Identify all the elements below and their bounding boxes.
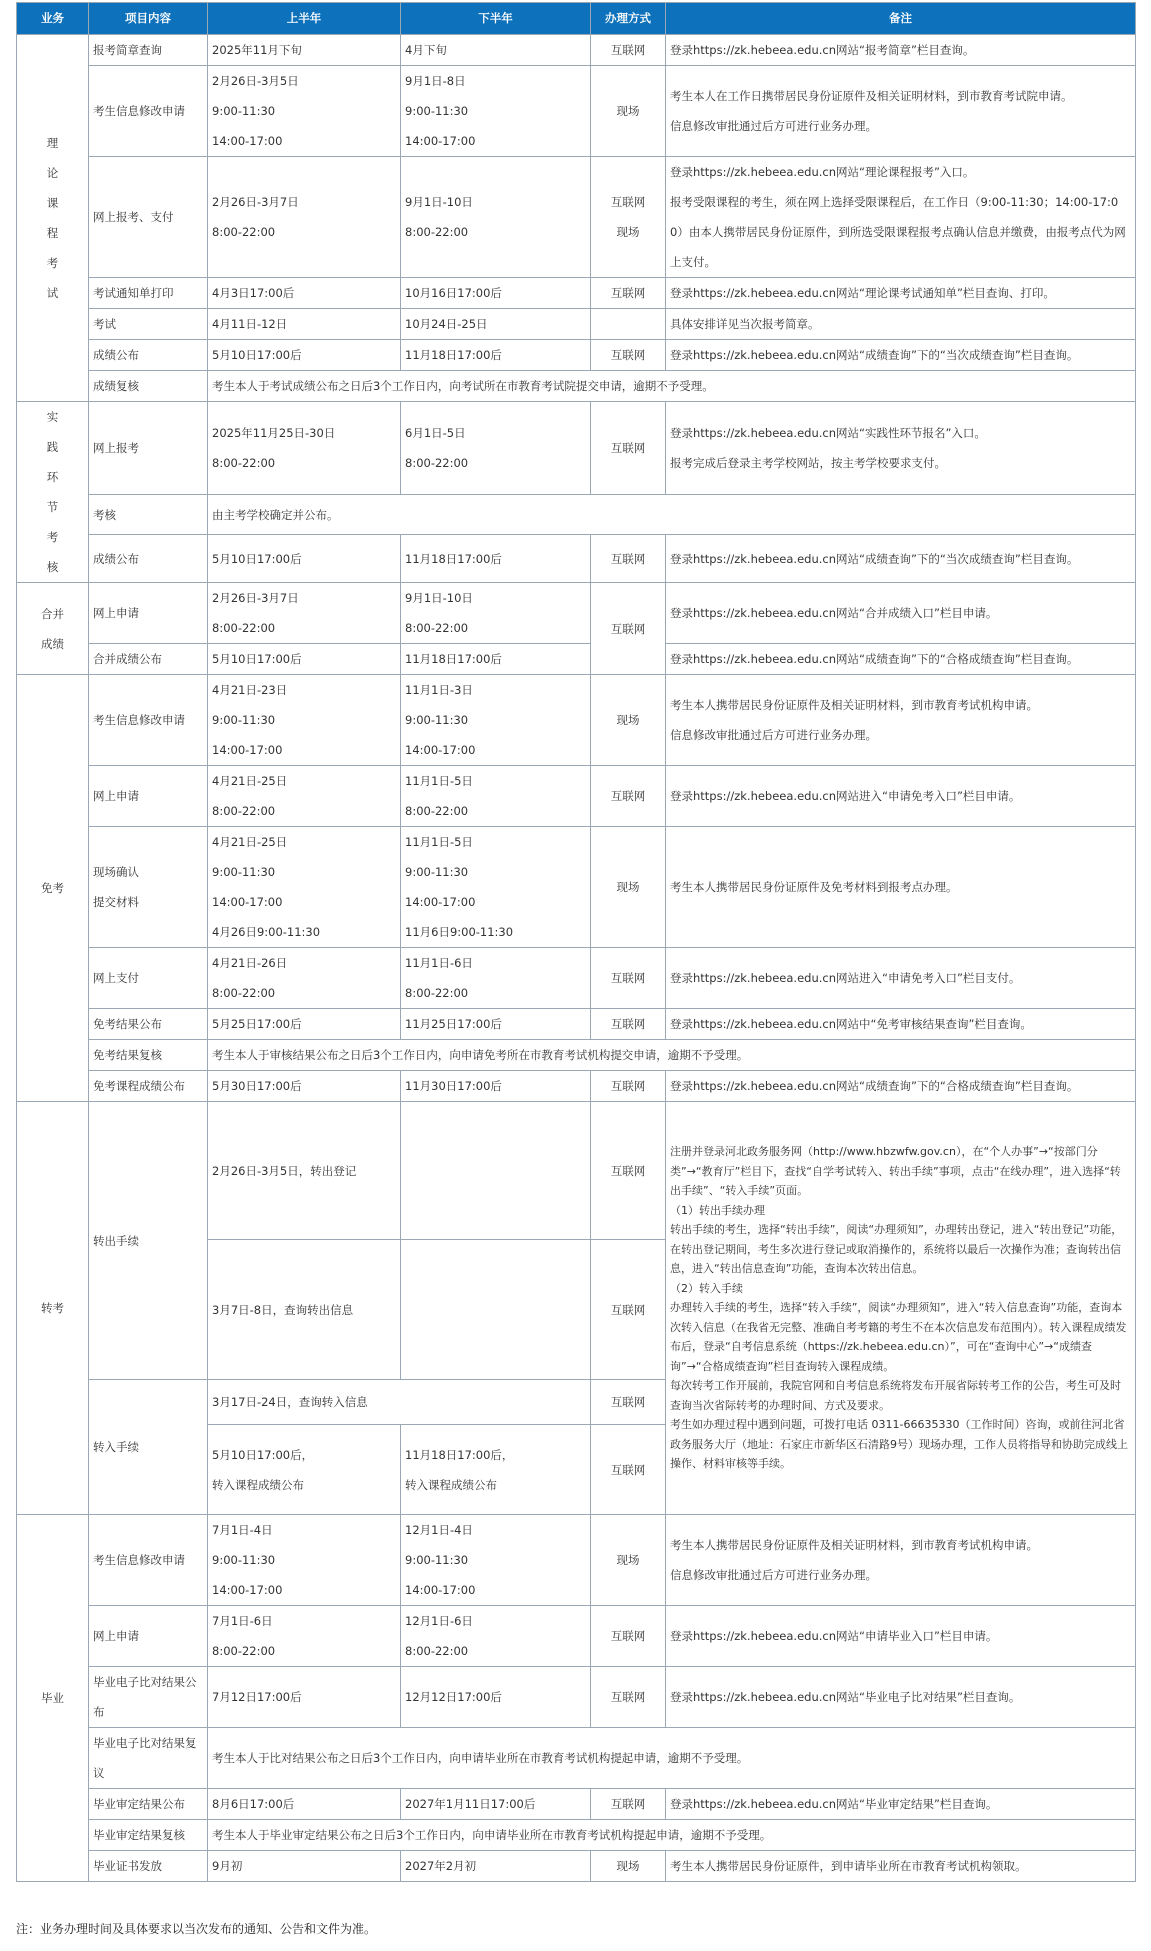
second-half-cell: 11月18日17:00后 (401, 644, 591, 675)
second-half-cell (401, 1240, 591, 1380)
table-row (17, 535, 1136, 583)
second-half-cell: 6月1日-5日 8:00-22:00 (401, 402, 591, 495)
second-half-cell: 11月1日-3日 9:00-11:30 14:00-17:00 (401, 675, 591, 766)
method-cell: 互联网 (591, 583, 666, 675)
remarks-cell: 考生本人携带居民身份证原件及免考材料到报考点办理。 (666, 827, 1136, 948)
merged-date-cell: 3月17日-24日，查询转入信息 (208, 1380, 591, 1425)
item-cell: 报考简章查询 (89, 35, 208, 66)
second-half-cell: 2027年1月11日17:00后 (401, 1789, 591, 1820)
first-half-cell: 4月3日17:00后 (208, 278, 401, 309)
second-half-cell: 11月1日-5日 9:00-11:30 14:00-17:00 11月6日9:00-11:30 (401, 827, 591, 948)
remarks-cell: 登录https://zk.hebeea.edu.cn网站“实践性环节报名”入口。 报考完成后登录主考学校网站，按主考学校要求支付。 (666, 402, 1136, 495)
item-cell: 转出手续 (89, 1102, 208, 1380)
item-cell: 现场确认 提交材料 (89, 827, 208, 948)
item-cell: 毕业电子比对结果复议 (89, 1728, 208, 1789)
first-half-cell: 5月30日17:00后 (208, 1071, 401, 1102)
schedule-table (16, 2, 1136, 1882)
category-theory: 理论课程考试 (17, 35, 89, 402)
method-cell: 互联网 (591, 1240, 666, 1380)
header-second-half: 下半年 (401, 3, 591, 35)
method-cell (591, 309, 666, 340)
second-half-cell: 12月12日17:00后 (401, 1667, 591, 1728)
item-cell: 网上支付 (89, 948, 208, 1009)
second-half-cell: 12月1日-4日 9:00-11:30 14:00-17:00 (401, 1515, 591, 1606)
method-cell: 互联网 (591, 1789, 666, 1820)
second-half-cell: 11月1日-6日 8:00-22:00 (401, 948, 591, 1009)
item-cell: 成绩复核 (89, 371, 208, 402)
item-cell: 考生信息修改申请 (89, 1515, 208, 1606)
method-cell: 现场 (591, 827, 666, 948)
remarks-cell: 登录https://zk.hebeea.edu.cn网站“毕业电子比对结果”栏目查询。 (666, 1667, 1136, 1728)
item-cell: 网上申请 (89, 766, 208, 827)
first-half-cell: 7月1日-6日 8:00-22:00 (208, 1606, 401, 1667)
method-cell: 现场 (591, 1851, 666, 1882)
second-half-cell (401, 1102, 591, 1240)
item-cell: 毕业证书发放 (89, 1851, 208, 1882)
table-row (17, 340, 1136, 371)
table-row (17, 1515, 1136, 1606)
table-row (17, 1102, 1136, 1240)
merged-note-cell: 考生本人于比对结果公布之日后3个工作日内，向申请毕业所在市教育考试机构提起申请，逾期不予受理。 (208, 1728, 1136, 1789)
table-row (17, 278, 1136, 309)
remarks-cell: 登录https://zk.hebeea.edu.cn网站“报考简章”栏目查询。 (666, 35, 1136, 66)
first-half-cell: 9月初 (208, 1851, 401, 1882)
second-half-cell: 4月下旬 (401, 35, 591, 66)
table-row (17, 827, 1136, 948)
table-header-row (17, 3, 1136, 35)
footnote: 注：业务办理时间及具体要求以当次发布的通知、公告和文件为准。 (16, 1922, 377, 1936)
item-cell: 考试 (89, 309, 208, 340)
table-row (17, 766, 1136, 827)
remarks-cell: 考生本人在工作日携带居民身份证原件及相关证明材料，到市教育考试院申请。 信息修改审批通过后方可进行业务办理。 (666, 66, 1136, 157)
table-row (17, 309, 1136, 340)
header-first-half: 上半年 (208, 3, 401, 35)
remarks-cell: 登录https://zk.hebeea.edu.cn网站“成绩查询”下的“当次成绩查询”栏目查询。 (666, 340, 1136, 371)
method-cell: 互联网 (591, 1102, 666, 1240)
table-row (17, 1820, 1136, 1851)
first-half-cell: 4月11日-12日 (208, 309, 401, 340)
method-cell: 互联网 (591, 1606, 666, 1667)
method-cell: 互联网 (591, 1425, 666, 1515)
item-cell: 考生信息修改申请 (89, 675, 208, 766)
category-practice: 实践环节考核 (17, 402, 89, 583)
first-half-cell: 4月21日-25日 9:00-11:30 14:00-17:00 4月26日9:00-11:30 (208, 827, 401, 948)
second-half-cell: 11月1日-5日 8:00-22:00 (401, 766, 591, 827)
method-cell: 现场 (591, 66, 666, 157)
second-half-cell: 11月30日17:00后 (401, 1071, 591, 1102)
table-row (17, 1009, 1136, 1040)
item-cell: 网上报考 (89, 402, 208, 495)
second-half-cell: 9月1日-10日 8:00-22:00 (401, 583, 591, 644)
method-cell: 互联网 现场 (591, 157, 666, 278)
item-cell: 毕业审定结果复核 (89, 1820, 208, 1851)
table-row (17, 495, 1136, 535)
method-cell: 现场 (591, 675, 666, 766)
table-row (17, 157, 1136, 278)
second-half-cell: 2027年2月初 (401, 1851, 591, 1882)
table-row (17, 1851, 1136, 1882)
table-row (17, 1071, 1136, 1102)
item-cell: 转入手续 (89, 1380, 208, 1515)
remarks-cell: 登录https://zk.hebeea.edu.cn网站“申请毕业入口”栏目申请。 (666, 1606, 1136, 1667)
remarks-cell: 考生本人携带居民身份证原件，到申请毕业所在市教育考试机构领取。 (666, 1851, 1136, 1882)
method-cell: 互联网 (591, 948, 666, 1009)
remarks-cell: 登录https://zk.hebeea.edu.cn网站“合并成绩入口”栏目申请。 (666, 583, 1136, 644)
first-half-cell: 4月21日-26日 8:00-22:00 (208, 948, 401, 1009)
remarks-cell: 登录https://zk.hebeea.edu.cn网站进入“申请免考入口”栏目支付。 (666, 948, 1136, 1009)
merged-note-cell: 考生本人于毕业审定结果公布之日后3个工作日内，向申请毕业所在市教育考试机构提起申请，逾期不予受理。 (208, 1820, 1136, 1851)
method-cell: 互联网 (591, 35, 666, 66)
table-row (17, 402, 1136, 495)
table-row (17, 371, 1136, 402)
header-method: 办理方式 (591, 3, 666, 35)
first-half-cell: 8月6日17:00后 (208, 1789, 401, 1820)
method-cell: 互联网 (591, 1071, 666, 1102)
table-row (17, 644, 1136, 675)
remarks-cell: 登录https://zk.hebeea.edu.cn网站“成绩查询”下的“当次成绩查询”栏目查询。 (666, 535, 1136, 583)
header-remarks: 备注 (666, 3, 1136, 35)
first-half-cell: 2月26日-3月7日 8:00-22:00 (208, 157, 401, 278)
method-cell: 互联网 (591, 535, 666, 583)
first-half-cell: 5月10日17:00后 (208, 644, 401, 675)
item-cell: 免考结果复核 (89, 1040, 208, 1071)
item-cell: 免考结果公布 (89, 1009, 208, 1040)
table-row (17, 1606, 1136, 1667)
first-half-cell: 5月10日17:00后， 转入课程成绩公布 (208, 1425, 401, 1515)
second-half-cell: 10月16日17:00后 (401, 278, 591, 309)
table-row (17, 35, 1136, 66)
first-half-cell: 7月1日-4日 9:00-11:30 14:00-17:00 (208, 1515, 401, 1606)
item-cell: 网上申请 (89, 1606, 208, 1667)
table-row (17, 1789, 1136, 1820)
item-cell: 成绩公布 (89, 535, 208, 583)
first-half-cell: 2月26日-3月7日 8:00-22:00 (208, 583, 401, 644)
remarks-cell: 登录https://zk.hebeea.edu.cn网站进入“申请免考入口”栏目申请。 (666, 766, 1136, 827)
second-half-cell: 10月24日-25日 (401, 309, 591, 340)
first-half-cell: 4月21日-23日 9:00-11:30 14:00-17:00 (208, 675, 401, 766)
remarks-cell: 登录https://zk.hebeea.edu.cn网站“毕业审定结果”栏目查询。 (666, 1789, 1136, 1820)
item-cell: 网上报考、支付 (89, 157, 208, 278)
first-half-cell: 5月10日17:00后 (208, 340, 401, 371)
method-cell: 互联网 (591, 1667, 666, 1728)
second-half-cell: 11月18日17:00后 (401, 340, 591, 371)
remarks-cell: 登录https://zk.hebeea.edu.cn网站中“免考审核结果查询”栏目查询。 (666, 1009, 1136, 1040)
first-half-cell: 2025年11月下旬 (208, 35, 401, 66)
remarks-cell: 考生本人携带居民身份证原件及相关证明材料，到市教育考试机构申请。 信息修改审批通过后方可进行业务办理。 (666, 1515, 1136, 1606)
remarks-cell: 登录https://zk.hebeea.edu.cn网站“成绩查询”下的“合格成绩查询”栏目查询。 (666, 644, 1136, 675)
first-half-cell: 2月26日-3月5日 9:00-11:30 14:00-17:00 (208, 66, 401, 157)
item-cell: 考核 (89, 495, 208, 535)
merged-note-cell: 由主考学校确定并公布。 (208, 495, 1136, 535)
table-row (17, 1728, 1136, 1789)
method-cell: 现场 (591, 1515, 666, 1606)
item-cell: 合并成绩公布 (89, 644, 208, 675)
table-row (17, 948, 1136, 1009)
method-cell: 互联网 (591, 278, 666, 309)
first-half-cell: 5月25日17:00后 (208, 1009, 401, 1040)
first-half-cell: 7月12日17:00后 (208, 1667, 401, 1728)
item-cell: 考试通知单打印 (89, 278, 208, 309)
category-graduation: 毕业 (17, 1515, 89, 1882)
remarks-cell: 登录https://zk.hebeea.edu.cn网站“成绩查询”下的“合格成绩查询”栏目查询。 (666, 1071, 1136, 1102)
table-row (17, 675, 1136, 766)
method-cell: 互联网 (591, 1380, 666, 1425)
header-category: 业务 (17, 3, 89, 35)
method-cell: 互联网 (591, 340, 666, 371)
header-item: 项目内容 (89, 3, 208, 35)
second-half-cell: 11月25日17:00后 (401, 1009, 591, 1040)
first-half-cell: 2月26日-3月5日，转出登记 (208, 1102, 401, 1240)
remarks-cell: 登录https://zk.hebeea.edu.cn网站“理论课程报考”入口。 报考受限课程的考生，须在网上选择受限课程后，在工作日（9:00-11:30；14:00-17:00）由本人携带居民身份证原件，到所选受限课程报考点确认信息并缴费，由报考点代为网上支付。 (666, 157, 1136, 278)
item-cell: 考生信息修改申请 (89, 66, 208, 157)
remarks-cell: 考生本人携带居民身份证原件及相关证明材料，到市教育考试机构申请。 信息修改审批通过后方可进行业务办理。 (666, 675, 1136, 766)
first-half-cell: 3月7日-8日，查询转出信息 (208, 1240, 401, 1380)
table-row (17, 66, 1136, 157)
item-cell: 网上申请 (89, 583, 208, 644)
item-cell: 毕业电子比对结果公布 (89, 1667, 208, 1728)
category-merge: 合并 成绩 (17, 583, 89, 675)
merged-note-cell: 考生本人于考试成绩公布之日后3个工作日内，向考试所在市教育考试院提交申请，逾期不予受理。 (208, 371, 1136, 402)
table-row (17, 583, 1136, 644)
category-transfer: 转考 (17, 1102, 89, 1515)
method-cell: 互联网 (591, 402, 666, 495)
second-half-cell: 9月1日-8日 9:00-11:30 14:00-17:00 (401, 66, 591, 157)
category-exempt: 免考 (17, 675, 89, 1102)
second-half-cell: 11月18日17:00后， 转入课程成绩公布 (401, 1425, 591, 1515)
first-half-cell: 4月21日-25日 8:00-22:00 (208, 766, 401, 827)
table-row (17, 1040, 1136, 1071)
merged-note-cell: 考生本人于审核结果公布之日后3个工作日内，向申请免考所在市教育考试机构提交申请，逾期不予受理。 (208, 1040, 1136, 1071)
item-cell: 毕业审定结果公布 (89, 1789, 208, 1820)
remarks-cell: 登录https://zk.hebeea.edu.cn网站“理论课考试通知单”栏目查询、打印。 (666, 278, 1136, 309)
item-cell: 免考课程成绩公布 (89, 1071, 208, 1102)
transfer-remarks-cell: 注册并登录河北政务服务网（http://www.hbzwfw.gov.cn），在“个人办事”→“按部门分类”→“教育厅”栏目下，查找“自学考试转入、转出手续”事项，点击“在线办理”，进入选择“转出手续”、“转入手续”页面。 （1）转出手续办理 转出手续的考生，选择“转出手续”，阅读“办理须知”，办理转出登记，进入“转出登记”功能，在转出登记期间，考生多次进行登记或取消操作的，系统将以最后一次操作为准；查询转出信息，进入“转出信息查询”功能，查询本次转出信息。 （2）转入手续 办理转入手续的考生，选择“转入手续”，阅读“办理须知”，进入“转入信息查询”功能，查询本次转入信息（在我省无完整、准确自考考籍的考生不在本次信息发布范围内）。转入课程成绩发布后，登录“自考信息系统（https://zk.hebeea.edu.cn）”，可在“查询中心”→“成绩查询”→“合格成绩查询”栏目查询转入课程成绩。 每次转考工作开展前，我院官网和自考信息系统将发布开展省际转考工作的公告，考生可及时查询当次省际转考的办理时间、方式及要求。 考生如办理过程中遇到问题，可拨打电话 0311-66635330（工作时间）咨询，或前往河北省政务服务大厅（地址：石家庄市新华区石清路9号）现场办理，工作人员将指导和协助完成线上操作、材料审核等手续。 (666, 1102, 1136, 1515)
second-half-cell: 9月1日-10日 8:00-22:00 (401, 157, 591, 278)
first-half-cell: 5月10日17:00后 (208, 535, 401, 583)
first-half-cell: 2025年11月25日-30日 8:00-22:00 (208, 402, 401, 495)
remarks-cell: 具体安排详见当次报考简章。 (666, 309, 1136, 340)
method-cell: 互联网 (591, 766, 666, 827)
table-row (17, 1667, 1136, 1728)
second-half-cell: 12月1日-6日 8:00-22:00 (401, 1606, 591, 1667)
item-cell: 成绩公布 (89, 340, 208, 371)
second-half-cell: 11月18日17:00后 (401, 535, 591, 583)
method-cell: 互联网 (591, 1009, 666, 1040)
